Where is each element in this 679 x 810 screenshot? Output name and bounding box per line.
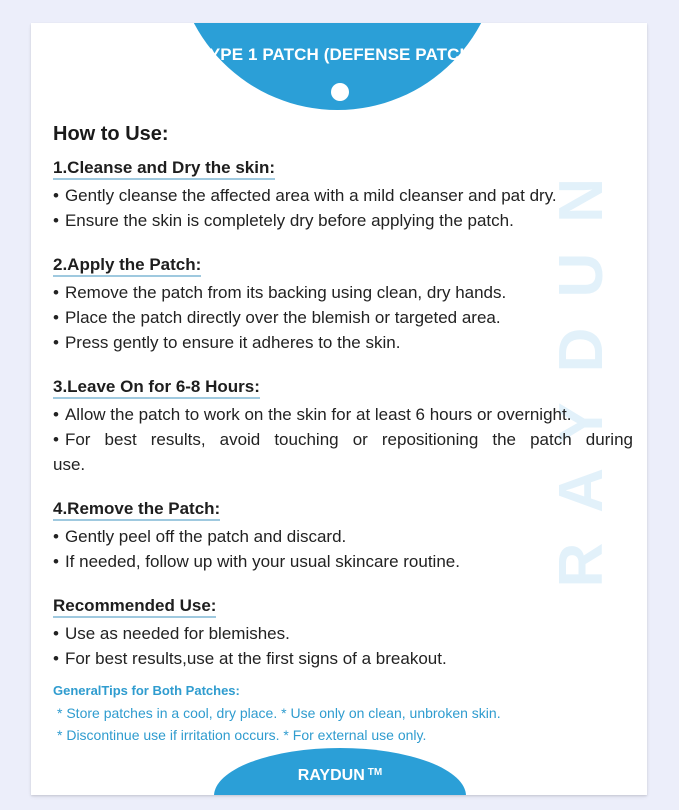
list-item: • Remove the patch from its backing using clean, dry hands. xyxy=(53,283,507,302)
brand-watermark: RAYDUN xyxy=(547,148,616,588)
tips-line: * Discontinue use if irritation occurs. * For external use only. xyxy=(57,727,427,743)
bullet-icon: • xyxy=(53,283,59,302)
list-item: • Press gently to ensure it adheres to the skin. xyxy=(53,333,401,352)
list-item: • Use as needed for blemishes. xyxy=(53,624,290,643)
list-item: • Gently cleanse the affected area with a mild cleanser and pat dry. xyxy=(53,186,557,205)
section-heading: Recommended Use: xyxy=(53,596,216,618)
section-heading: 3.Leave On for 6-8 Hours: xyxy=(53,377,260,399)
list-item: • Allow the patch to work on the skin for at least 6 hours or overnight. xyxy=(53,405,572,424)
section-heading: 2.Apply the Patch: xyxy=(53,255,201,277)
section-cleanse xyxy=(53,158,633,233)
tips-title: GeneralTips for Both Patches: xyxy=(53,683,240,698)
tips-line: * Store patches in a cool, dry place. * Use only on clean, unbroken skin. xyxy=(57,705,501,721)
instruction-card xyxy=(31,23,647,795)
brand-name: RAYDUN xyxy=(297,767,365,784)
list-item-continuation: use. xyxy=(53,455,86,474)
bullet-icon: • xyxy=(53,333,59,352)
section-leave-on xyxy=(53,377,633,477)
bullet-icon: • xyxy=(53,527,59,546)
list-item: • Place the patch directly over the blemish or targeted area. xyxy=(53,308,501,327)
bullet-icon: • xyxy=(53,624,59,643)
bullet-icon: • xyxy=(53,186,59,205)
section-apply xyxy=(53,255,633,355)
list-item: • Gently peel off the patch and discard. xyxy=(53,527,347,546)
bullet-icon: • xyxy=(53,211,59,230)
bullet-icon: • xyxy=(53,649,59,668)
section-heading: 4.Remove the Patch: xyxy=(53,499,220,521)
how-to-use-title: How to Use: xyxy=(53,123,169,145)
list-item: • If needed, follow up with your usual skincare routine. xyxy=(53,552,460,571)
bullet-icon: • xyxy=(53,308,59,327)
list-item: • For best results, avoid touching or repositioning the patch during xyxy=(53,430,633,449)
section-remove xyxy=(53,499,633,574)
trademark-symbol: TM xyxy=(367,767,383,778)
bullet-icon: • xyxy=(53,552,59,571)
header-title: TYPE 1 PATCH (DEFENSE PATCH) xyxy=(198,45,478,64)
footer-brand xyxy=(214,767,466,785)
how-to-use-content xyxy=(53,123,633,693)
list-item: • Ensure the skin is completely dry before applying the patch. xyxy=(53,211,514,230)
header-dot-icon xyxy=(331,83,349,101)
list-item: • For best results,use at the first signs of a breakout. xyxy=(53,649,447,668)
bullet-icon: • xyxy=(53,430,59,449)
section-recommended-use xyxy=(53,596,633,671)
section-heading: 1.Cleanse and Dry the skin: xyxy=(53,158,275,180)
bullet-icon: • xyxy=(53,405,59,424)
general-tips xyxy=(53,683,501,746)
